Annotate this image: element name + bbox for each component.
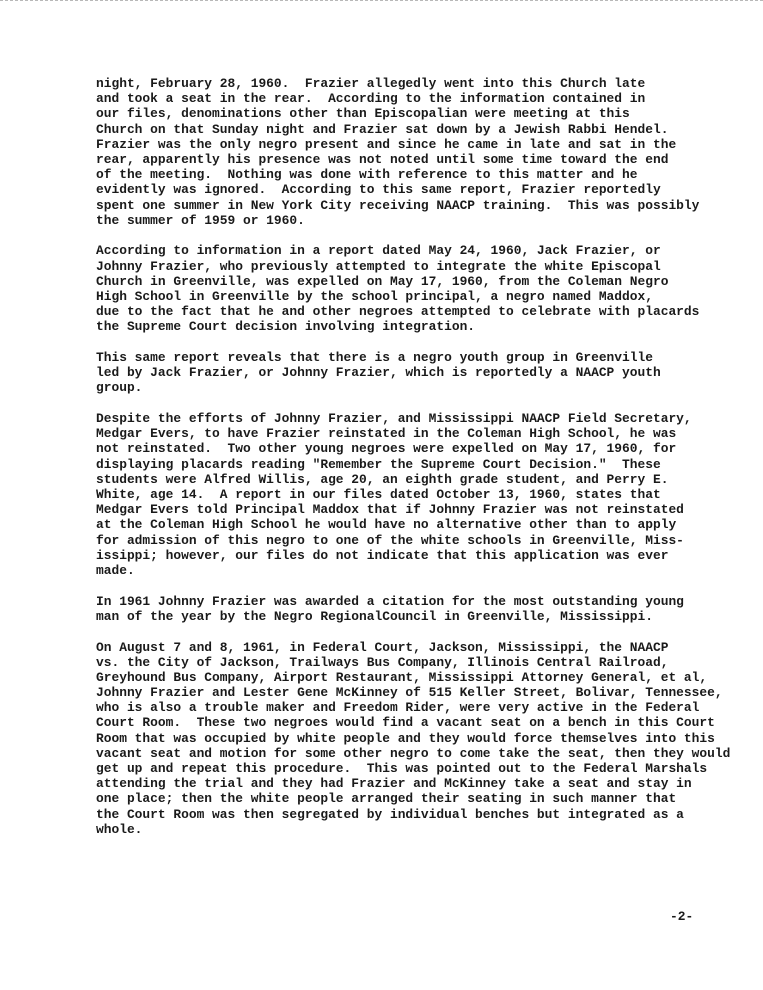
text-line: not reinstated. Two other young negroes were expelled on May 17, 1960, for [96,441,677,457]
text-line: the Court Room was then segregated by individual benches but integrated as a [96,806,684,822]
text-line: vacant seat and motion for some other negro to come take the seat, then they would [96,745,731,761]
page-number: -2- [670,909,694,924]
text-line: group. [96,380,143,396]
page-top-edge [0,0,763,1]
text-line: displaying placards reading "Remember the Supreme Court Decision." These [96,456,661,472]
text-line: In 1961 Johnny Frazier was awarded a citation for the most outstanding young [96,593,684,609]
text-line: night, February 28, 1960. Frazier allegedly went into this Church late [96,76,646,91]
text-line: Medgar Evers, to have Frazier reinstated in the Coleman High School, he was [96,426,677,442]
text-line: High School in Greenville by the school principal, a negro named Maddox, [96,288,653,304]
text-line: students were Alfred Willis, age 20, an eighth grade student, and Perry E. [96,471,669,487]
text-line: for admission of this negro to one of the white schools in Greenville, Miss- [96,532,684,548]
text-line: Greyhound Bus Company, Airport Restaurant, Mississippi Attorney General, et al, [96,669,708,685]
text-line: This same report reveals that there is a negro youth group in Greenville [96,350,653,365]
text-line: made. [96,562,135,578]
text-line: Church in Greenville, was expelled on May 17, 1960, from the Coleman Negro [96,273,669,289]
paragraph-youth-group [96,350,726,396]
text-line: the summer of 1959 or 1960. [96,212,305,228]
text-line: Room that was occupied by white people and they would force themselves into this [96,730,715,746]
text-line: Church on that Sunday night and Frazier sat down by a Jewish Rabbi Hendel. [96,121,669,137]
text-line: Despite the efforts of Johnny Frazier, and Mississippi NAACP Field Secretary, [96,411,692,427]
paragraph-citation-award [96,594,726,624]
text-line: at the Coleman High School he would have no alternative other than to apply [96,517,677,533]
text-line: of the meeting. Nothing was done with reference to this matter and he [96,167,638,183]
text-line: rear, apparently his presence was not noted until some time toward the end [96,151,669,167]
text-line: one place; then the white people arranged their seating in such manner that [96,791,677,807]
text-line: man of the year by the Negro RegionalCouncil in Greenville, Mississippi. [96,608,653,624]
text-line: get up and repeat this procedure. This was pointed out to the Federal Marshals [96,761,708,776]
text-line: evidently was ignored. According to this same report, Frazier reportedly [96,182,661,198]
text-line: On August 7 and 8, 1961, in Federal Court, Jackson, Mississippi, the NAACP [96,639,669,655]
paragraph-expulsion-report [96,243,726,334]
document-page [96,76,731,852]
text-line: Johnny Frazier, who previously attempted to integrate the white Episcopal [96,258,661,274]
text-line: Frazier was the only negro present and since he came in late and sat in the [96,136,677,152]
text-line: Court Room. These two negroes would find a vacant seat on a bench in this Court [96,715,715,731]
text-line: attending the trial and they had Frazier and McKinney take a seat and stay in [96,776,692,792]
text-line: our files, denominations other than Episcopalian were meeting at this [96,106,630,122]
text-line: Medgar Evers told Principal Maddox that if Johnny Frazier was not reinstated [96,502,684,518]
paragraph-reinstatement-efforts [96,411,726,578]
text-line: who is also a trouble maker and Freedom Rider, were very active in the Federal [96,700,700,716]
text-line: whole. [96,821,143,837]
text-line: led by Jack Frazier, or Johnny Frazier, which is reportedly a NAACP youth [96,365,661,381]
text-line: issippi; however, our files do not indicate that this application was ever [96,547,669,563]
text-line: According to information in a report dated May 24, 1960, Jack Frazier, or [96,243,661,259]
text-line: the Supreme Court decision involving integration. [96,319,476,335]
paragraph-church-visit [96,76,726,228]
text-line: White, age 14. A report in our files dated October 13, 1960, states that [96,487,661,502]
text-line: and took a seat in the rear. According to the information contained in [96,91,646,107]
text-line: spent one summer in New York City receiving NAACP training. This was possibly [96,197,700,213]
text-line: Johnny Frazier and Lester Gene McKinney of 515 Keller Street, Bolivar, Tennessee, [96,685,723,701]
text-line: due to the fact that he and other negroes attempted to celebrate with placards [96,304,700,320]
paragraph-federal-court [96,639,731,837]
text-line: vs. the City of Jackson, Trailways Bus Company, Illinois Central Railroad, [96,654,669,670]
